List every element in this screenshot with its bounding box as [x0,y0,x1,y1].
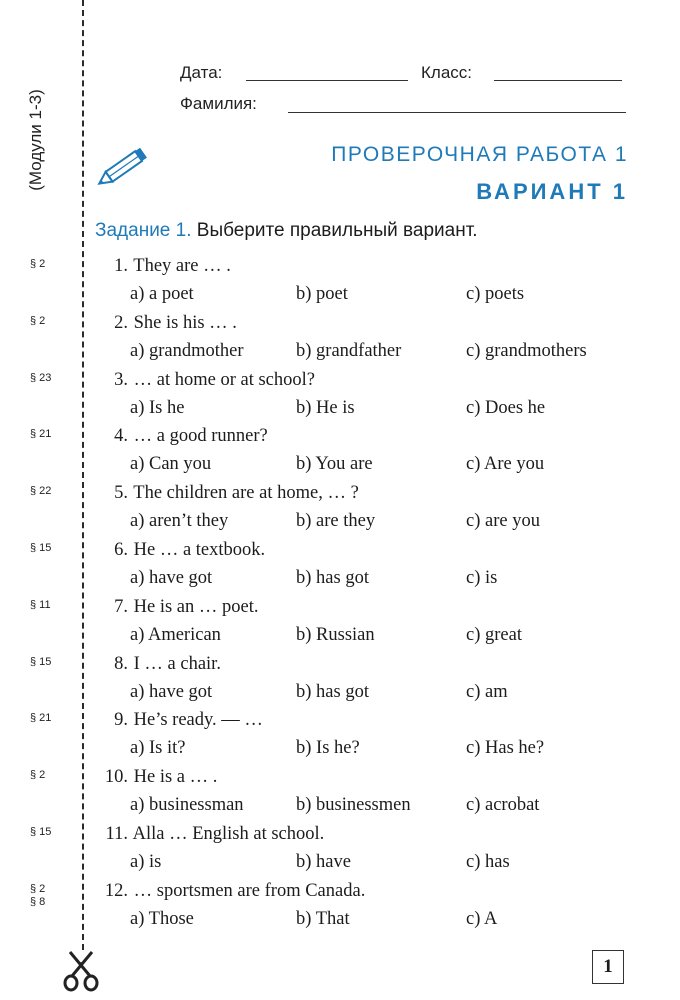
option-c[interactable]: c) Does he [466,397,546,418]
page-title: ПРОВЕРОЧНАЯ РАБОТА 1 [331,143,628,166]
question-row [100,256,231,277]
question-row [100,710,263,731]
section-reference-item: § 2 [30,882,46,895]
question-text: He is a … . [133,767,218,788]
section-reference [30,258,45,271]
section-reference [30,883,45,909]
question-text: … a good runner? [133,426,268,447]
modules-label-text: (Модули 1-3) [26,89,46,191]
option-b[interactable]: b) grandfather [296,340,402,361]
question-number: 2. [114,312,128,333]
class-field[interactable] [494,80,622,81]
option-c[interactable]: c) am [466,681,508,702]
task-number: Задание 1. [95,220,192,241]
section-reference [30,712,51,725]
option-b[interactable]: b) have [296,852,351,872]
option-b[interactable]: b) Is he? [296,738,360,759]
surname-field[interactable] [288,112,626,113]
question-number: 4. [114,426,128,447]
date-field[interactable] [246,80,408,81]
option-a[interactable]: a) a poet [130,284,194,304]
surname-label: Фамилия: [180,94,257,113]
question-row [100,767,217,788]
task-heading [95,220,478,242]
option-b[interactable]: b) businessmen [296,795,411,816]
question-number: 1. [114,256,128,276]
option-c[interactable]: c) acrobat [466,795,540,816]
option-c[interactable]: c) Are you [466,454,545,475]
option-c[interactable]: c) great [466,624,522,645]
option-c[interactable]: c) are you [466,511,540,532]
option-b[interactable]: b) You are [296,454,373,475]
question-text: … sportsmen are from Canada. [133,880,366,901]
question-row [100,597,258,618]
date-label: Дата: [180,63,223,82]
option-a[interactable]: a) Those [130,908,194,929]
question-number: 6. [114,540,128,560]
option-a[interactable]: a) grandmother [130,340,244,361]
option-a[interactable]: a) is [130,852,162,872]
section-reference-item: § 2 [30,314,46,327]
question-number: 9. [114,710,128,731]
option-a[interactable]: a) American [130,624,221,645]
question-text: Alla … English at school. [132,824,325,844]
section-reference-item: § 8 [30,895,46,908]
question-number: 10. [104,767,128,788]
option-a[interactable]: a) Is it? [130,738,186,759]
option-b[interactable]: b) He is [296,397,355,418]
option-a[interactable]: a) aren’t they [130,511,229,532]
question-number: 5. [114,483,128,504]
section-reference-item: § 2 [30,769,46,782]
option-a[interactable]: a) businessman [130,795,244,816]
option-a[interactable]: a) have got [130,681,213,702]
section-reference [30,542,51,555]
question-number: 7. [114,596,128,617]
question-text: He is an … poet. [133,596,259,617]
section-reference-item: § 2 [30,258,46,270]
question-text: He’s ready. — … [133,710,263,731]
section-reference [30,826,51,839]
section-reference-item: § 21 [30,712,52,725]
option-c[interactable]: c) A [466,908,498,929]
page-number: 1 [603,956,613,977]
option-c[interactable]: c) poets [466,284,525,304]
section-reference-item: § 22 [30,485,52,498]
section-reference [30,769,45,782]
section-reference [30,372,51,385]
option-c[interactable]: c) grandmothers [466,340,587,361]
variant-title: ВАРИАНТ 1 [476,179,628,204]
question-row [100,654,221,675]
page-number-box [592,950,624,984]
option-a[interactable]: a) Can you [130,454,212,475]
question-row [100,370,315,391]
section-reference-item: § 15 [30,655,52,668]
section-reference-item: § 11 [30,598,51,611]
option-b[interactable]: b) has got [296,681,369,702]
question-number: 3. [114,369,128,390]
option-a[interactable]: a) have got [130,568,213,588]
question-row [100,540,265,561]
question-number: 8. [114,653,128,674]
question-text: He … a textbook. [133,540,266,560]
section-reference [30,656,51,669]
section-reference-item: § 21 [30,428,52,441]
question-number: 11. [105,824,128,844]
scissors-icon [62,950,100,992]
question-text: I … a chair. [133,653,221,674]
section-reference-item: § 15 [30,542,52,554]
section-reference [30,485,51,498]
class-label: Класс: [421,63,472,82]
question-number: 12. [104,880,128,901]
question-text: They are … . [133,256,231,276]
option-b[interactable]: b) poet [296,284,348,304]
section-reference-item: § 23 [30,371,52,384]
question-text: The children are at home, … ? [133,483,359,504]
question-row [100,483,359,504]
section-reference-item: § 15 [30,826,52,838]
option-b[interactable]: b) has got [296,568,369,588]
option-b[interactable]: b) That [296,908,350,929]
section-reference [30,599,51,612]
option-c[interactable]: c) Has he? [466,738,545,759]
section-reference [30,315,45,328]
question-row [100,881,365,902]
section-reference [30,428,51,441]
pencil-icon [92,142,154,192]
question-row [100,313,237,334]
cut-line [82,0,84,950]
task-text: Выберите правильный вариант. [196,220,478,241]
question-text: She is his … . [133,312,237,333]
option-b[interactable]: b) are they [296,511,376,532]
question-text: … at home or at school? [133,369,315,390]
question-row [100,426,268,447]
option-c[interactable]: c) is [466,568,498,588]
modules-side-label [6,70,66,210]
question-row [100,824,324,845]
option-a[interactable]: a) Is he [130,397,185,418]
option-c[interactable]: c) has [466,852,510,872]
option-b[interactable]: b) Russian [296,624,375,645]
